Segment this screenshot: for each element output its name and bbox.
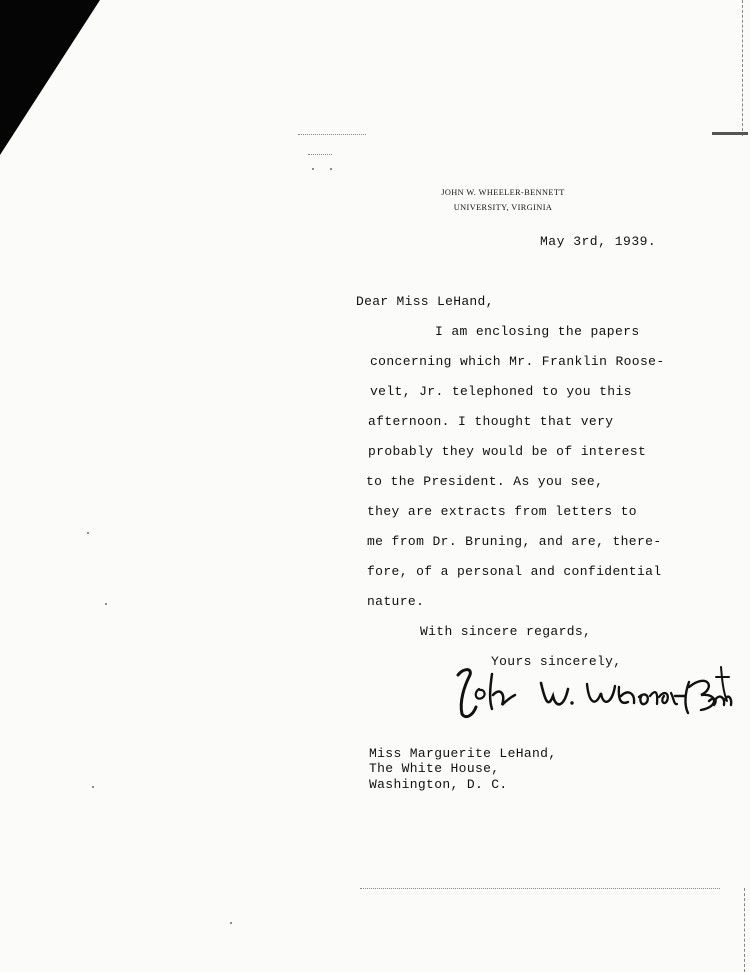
scan-right-edge-bottom — [744, 888, 750, 972]
salutation: Dear Miss LeHand, — [356, 294, 494, 309]
scan-mark-bottom — [360, 888, 720, 890]
body-line: I am enclosing the papers — [435, 324, 640, 339]
body-line: they are extracts from letters to — [367, 504, 637, 519]
scan-mark-top-small — [308, 154, 332, 156]
recipient-place: The White House, — [369, 761, 500, 776]
scan-edge-tick-top — [712, 132, 748, 135]
letterhead-name: JOHN W. WHEELER-BENNETT — [441, 188, 565, 197]
scan-speck — [92, 786, 94, 788]
body-line: fore, of a personal and confidential — [367, 564, 662, 579]
closing-sign-off: Yours sincerely, — [491, 654, 622, 669]
scan-corner-shadow — [0, 0, 100, 155]
scan-speck — [312, 168, 314, 170]
handwritten-signature — [445, 662, 735, 724]
body-line: to the President. As you see, — [366, 474, 604, 489]
body-line: afternoon. I thought that very — [368, 414, 614, 429]
scan-speck — [87, 532, 89, 534]
body-line: probably they would be of interest — [368, 444, 647, 459]
scan-speck — [330, 168, 332, 170]
scan-right-edge-top — [742, 0, 750, 136]
closing-regards: With sincere regards, — [420, 624, 592, 639]
recipient-city: Washington, D. C. — [369, 777, 508, 792]
recipient-name: Miss Marguerite LeHand, — [369, 746, 557, 761]
body-line: nature. — [367, 594, 425, 609]
letterhead — [408, 185, 598, 215]
body-line: concerning which Mr. Franklin Roose- — [370, 354, 665, 369]
body-line: velt, Jr. telephoned to you this — [370, 384, 632, 399]
letterhead-location: UNIVERSITY, VIRGINIA — [453, 203, 553, 212]
scan-speck — [230, 922, 232, 924]
scan-speck — [105, 603, 107, 605]
scan-mark-top — [298, 134, 366, 136]
letter-date: May 3rd, 1939. — [540, 234, 657, 249]
body-line: me from Dr. Bruning, and are, there- — [367, 534, 662, 549]
